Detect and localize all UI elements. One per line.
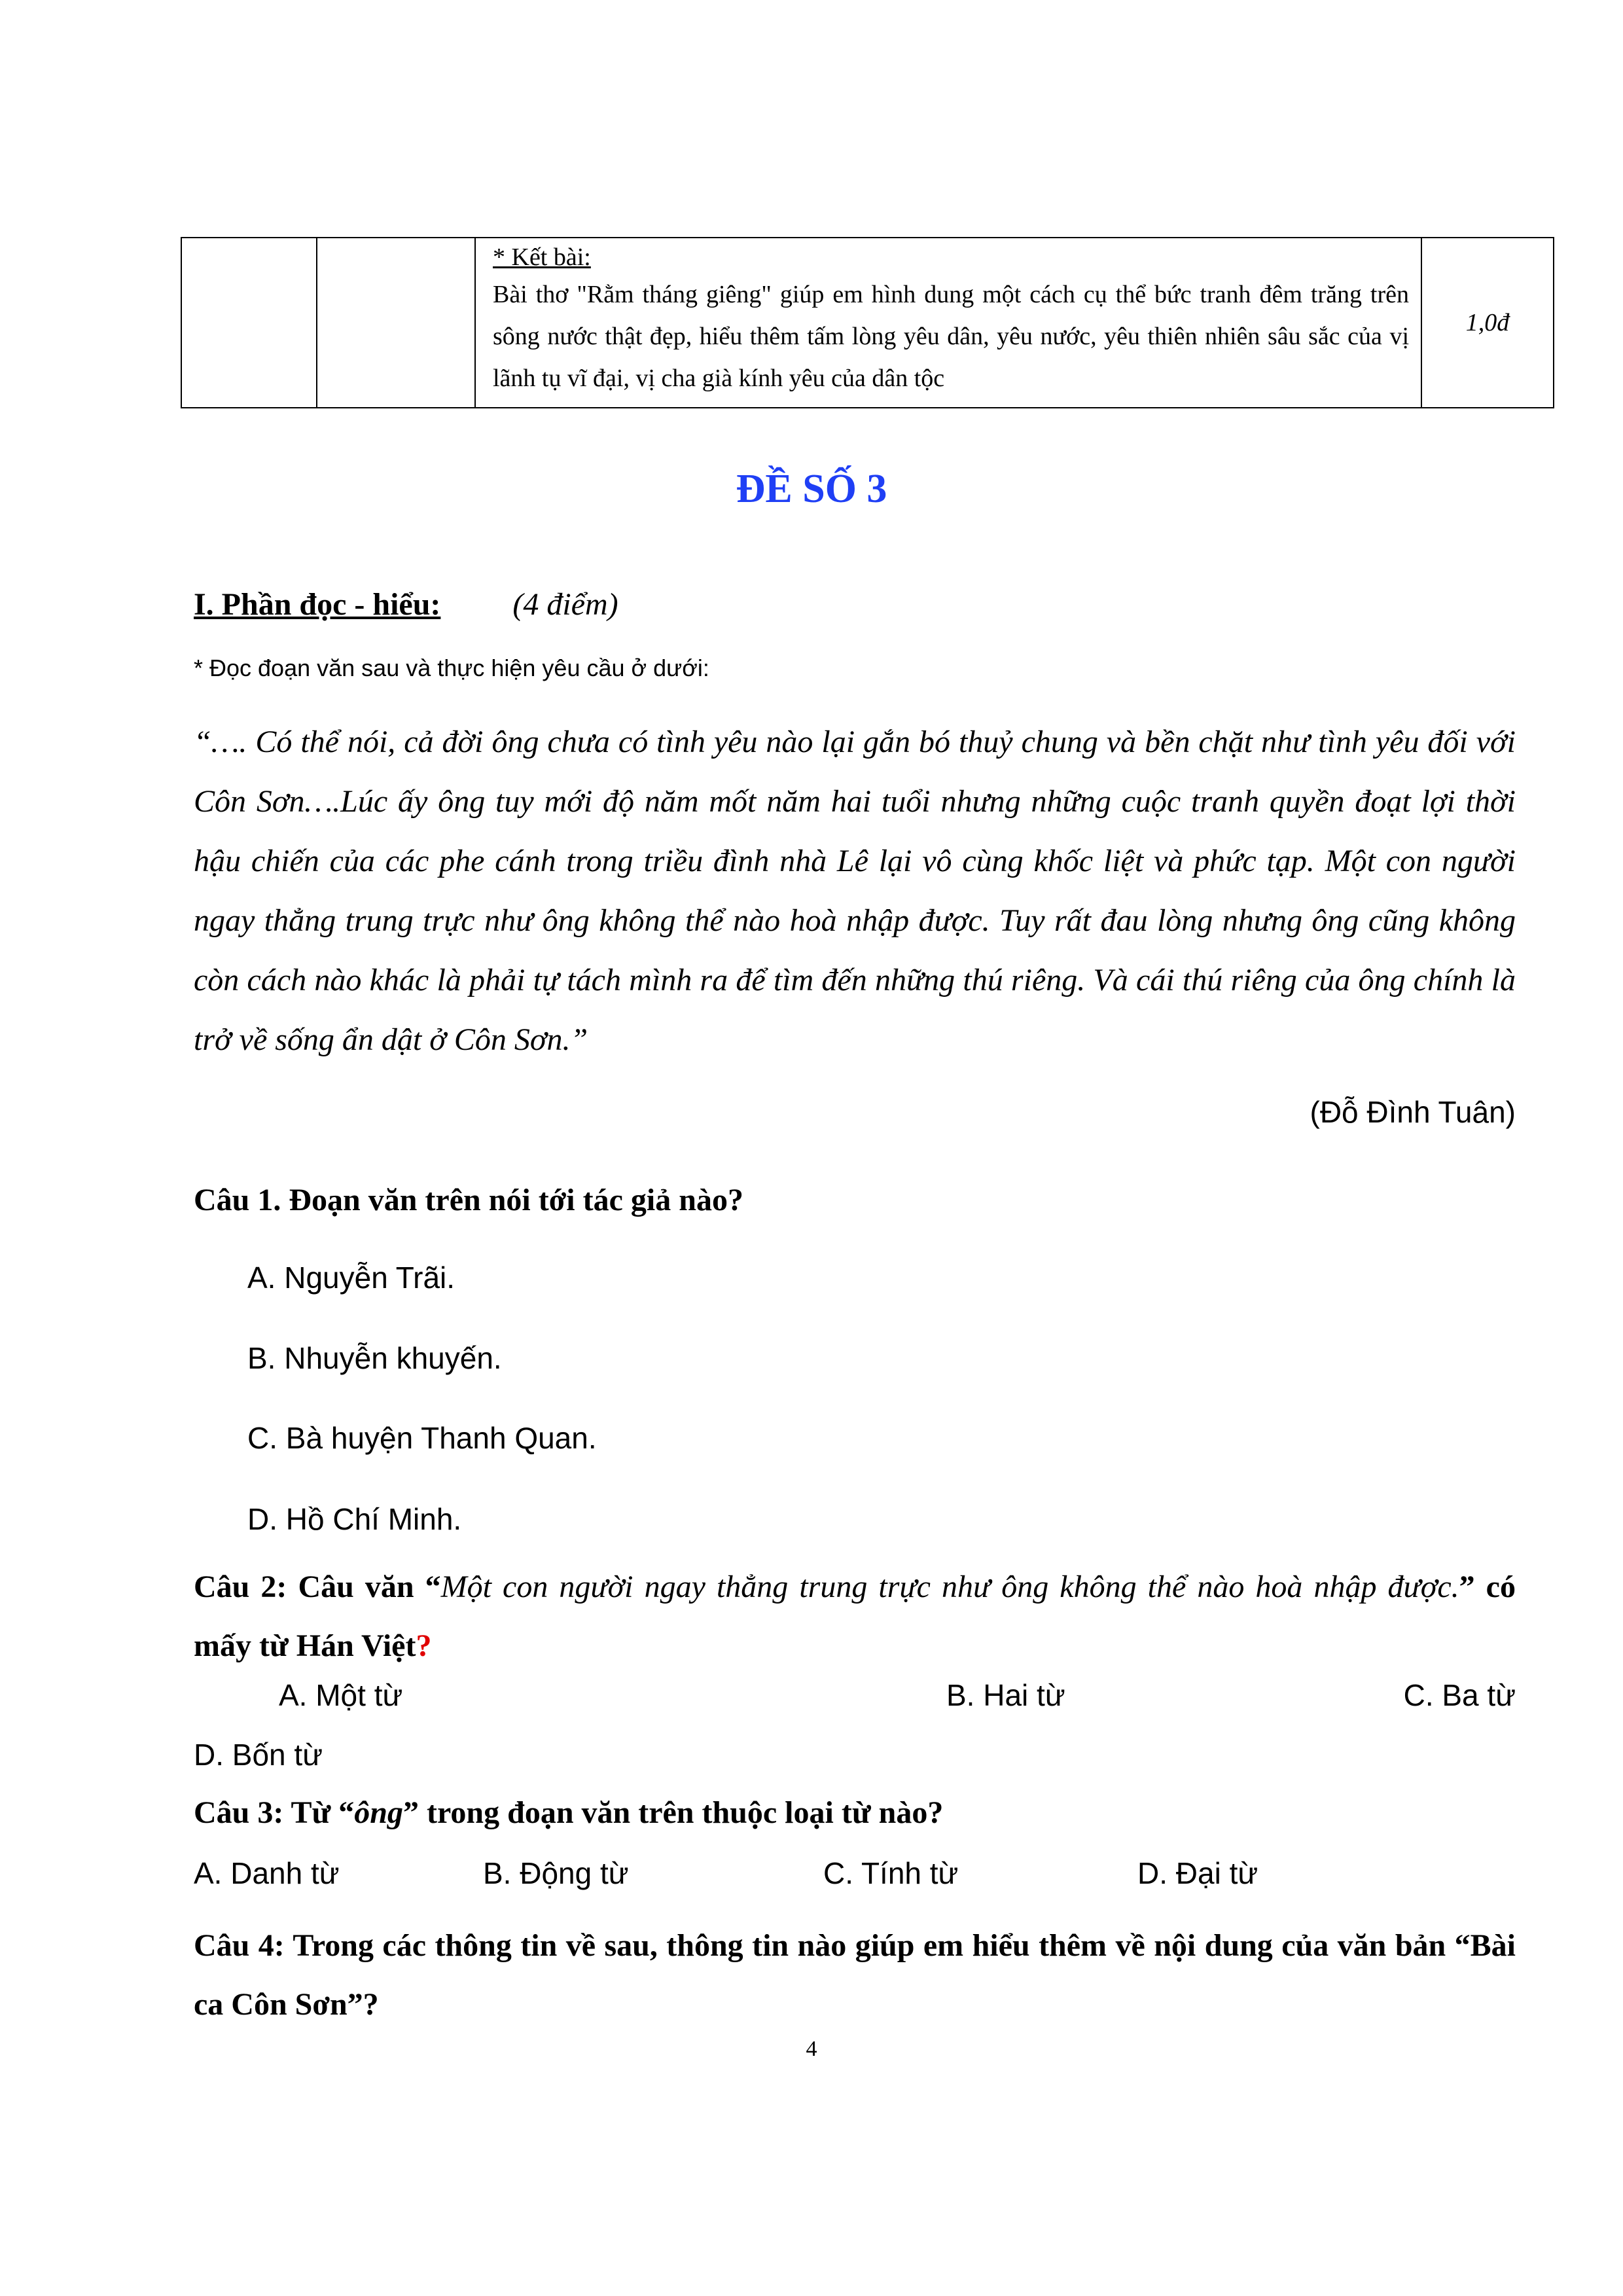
q3-option-b: B. Động từ: [483, 1856, 629, 1890]
q1-option-b: B. Nhuyễn khuyến.: [247, 1341, 502, 1375]
section-points: (4 điểm): [512, 587, 618, 622]
table-cell-body: Bài thơ "Rằm tháng giêng" giúp em hình dung một cách cụ thể bức tranh đêm trăng trên sông nước thật đẹp, hiểu thêm tấm lòng yêu dân, yêu nước, yêu thiên nhiên sâu sắc của vị lãnh tụ vĩ đại, vị cha già kính yêu của dân tộc: [493, 281, 1409, 392]
q3-prefix: Câu 3: Từ “: [194, 1795, 355, 1830]
q1-option-c: C. Bà huyện Thanh Quan.: [247, 1421, 597, 1455]
q2-option-a: A. Một từ: [279, 1678, 403, 1712]
q2-option-c: C. Ba từ: [1403, 1678, 1516, 1712]
q3-option-a: A. Danh từ: [194, 1856, 340, 1890]
page-number: 4: [806, 2037, 817, 2061]
question-2: [194, 1558, 1516, 1676]
table-cell-empty: [181, 238, 317, 408]
table-cell-empty: [317, 238, 475, 408]
passage-source: (Đỗ Đình Tuân): [1310, 1095, 1516, 1129]
section-label: I. Phần đọc - hiểu:: [194, 587, 441, 622]
table-cell-content: [475, 238, 1421, 408]
reading-instruction: * Đọc đoạn văn sau và thực hiện yêu cầu ở dưới:: [194, 655, 709, 681]
q3-option-d: D. Đại từ: [1137, 1856, 1258, 1890]
q2-suffix: ” có mấy từ Hán Việt: [194, 1570, 1516, 1663]
q2-option-b: B. Hai từ: [946, 1678, 1065, 1712]
q2-quoted-sentence: Một con người ngay thẳng trung trực như ông không thể nào hoà nhập được.: [440, 1570, 1459, 1604]
score-value: 1,0đ: [1465, 309, 1510, 336]
reading-passage: “…. Có thể nói, cả đời ông chưa có tình yêu nào lại gắn bó thuỷ chung và bền chặt như tình yêu đối với Côn Sơn….Lúc ấy ông tuy mới độ năm mốt năm hai tuổi nhưng những cuộc tranh quyền đoạt lợi thời hậu chiến của các phe cánh trong triều đình nhà Lê lại vô cùng khốc liệt và phức tạp. Một con người ngay thẳng trung trực như ông không thể nào hoà nhập được. Tuy rất đau lòng nhưng ông cũng không còn cách nào khác là phải tự tách mình ra để tìm đến những thú riêng. Và cái thú riêng của ông chính là trở về sống ẩn dật ở Côn Sơn.”: [194, 725, 1516, 1057]
q3-word: ông: [354, 1795, 403, 1830]
table-cell-score: [1421, 238, 1554, 408]
answer-table: [181, 237, 1554, 408]
question-1: Câu 1. Đoạn văn trên nói tới tác giả nào?: [194, 1183, 743, 1217]
table-row: [181, 238, 1554, 408]
question-4: Câu 4: Trong các thông tin về sau, thông tin nào giúp em hiểu thêm về nội dung của văn bản “Bài ca Côn Sơn”?: [194, 1928, 1516, 2022]
q1-option-a: A. Nguyễn Trãi.: [247, 1261, 455, 1295]
q2-question-mark: ?: [416, 1628, 432, 1663]
page-title: ĐỀ SỐ 3: [736, 467, 887, 511]
q3-suffix: ” trong đoạn văn trên thuộc loại từ nào?: [403, 1795, 944, 1830]
question-3: [194, 1795, 1516, 1831]
table-cell-heading: * Kết bài:: [493, 243, 591, 271]
q2-option-d: D. Bốn từ: [194, 1738, 323, 1772]
q3-option-c: C. Tính từ: [823, 1856, 959, 1890]
q1-option-d: D. Hồ Chí Minh.: [247, 1502, 462, 1536]
q2-prefix: Câu 2: Câu văn “: [194, 1570, 441, 1604]
section-heading: [194, 586, 618, 622]
